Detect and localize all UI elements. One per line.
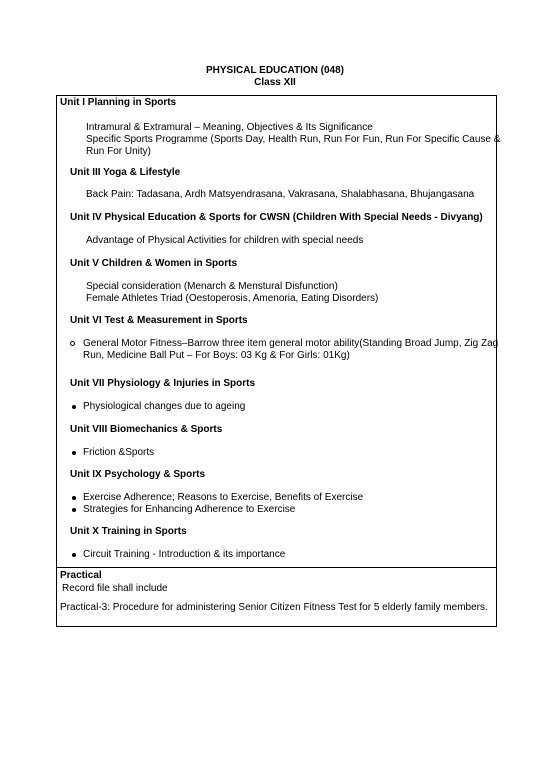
unit-9-item-2: Strategies for Enhancing Adherence to Exercise [83, 504, 296, 515]
unit-7-item-1: Physiological changes due to ageing [83, 401, 246, 412]
bullet-icon [72, 405, 76, 409]
unit-7-heading: Unit VII Physiology & Injuries in Sports [70, 378, 256, 389]
unit-5-line-2: Female Athletes Triad (Oestoperosis, Amenoria, Eating Disorders) [86, 293, 379, 304]
unit-9-heading: Unit IX Psychology & Sports [70, 469, 206, 480]
unit-8-heading: Unit VIII Biomechanics & Sports [70, 424, 223, 435]
practical-heading: Practical [60, 570, 102, 581]
unit-5-heading: Unit V Children & Women in Sports [70, 258, 238, 269]
unit-6-heading: Unit VI Test & Measurement in Sports [70, 315, 248, 326]
unit-1-line-1: Intramural & Extramural – Meaning, Objectives & Its Significance [86, 122, 373, 133]
unit-4-heading: Unit IV Physical Education & Sports for CWSN (Children With Special Needs - Divyang) [70, 212, 483, 223]
bullet-icon [72, 508, 76, 512]
unit-8-item-1: Friction &Sports [83, 447, 155, 458]
unit-10-item-1: Circuit Training - Introduction & its importance [83, 549, 286, 560]
unit-3-line-1: Back Pain: Tadasana, Ardh Matsyendrasana, Vakrasana, Shalabhasana, Bhujangasana [86, 189, 475, 200]
bullet-icon [72, 496, 76, 500]
page-title: PHYSICAL EDUCATION (048) [206, 65, 344, 76]
practical-line-2: Practical-3: Procedure for administering Senior Citizen Fitness Test for 5 elderly family members. [60, 602, 488, 613]
unit-1-heading: Unit I Planning in Sports [60, 97, 177, 108]
unit-1-line-3: Run For Unity) [86, 146, 152, 157]
unit-4-line-1: Advantage of Physical Activities for children with special needs [86, 235, 364, 246]
unit-5-line-1: Special consideration (Menarch & Menstural Disfunction) [86, 281, 338, 292]
unit-9-item-1: Exercise Adherence; Reasons to Exercise, Benefits of Exercise [83, 492, 364, 503]
circle-bullet-icon [70, 341, 75, 346]
unit-10-heading: Unit X Training in Sports [70, 526, 187, 537]
unit-6-line-2: Run, Medicine Ball Put – For Boys: 03 Kg & For Girls: 01Kg) [83, 350, 350, 361]
practical-line-1: Record file shall include [62, 583, 168, 594]
bullet-icon [72, 451, 76, 455]
unit-3-heading: Unit III Yoga & Lifestyle [70, 167, 181, 178]
bullet-icon [72, 553, 76, 557]
page-subtitle: Class XII [254, 77, 296, 88]
unit-6-line-1: General Motor Fitness–Barrow three item general motor ability(Standing Broad Jump, Zig Zag [83, 338, 499, 349]
unit-1-line-2: Specific Sports Programme (Sports Day, Health Run, Run For Fun, Run For Specific Cause & [86, 134, 501, 145]
table-divider [56, 567, 497, 568]
